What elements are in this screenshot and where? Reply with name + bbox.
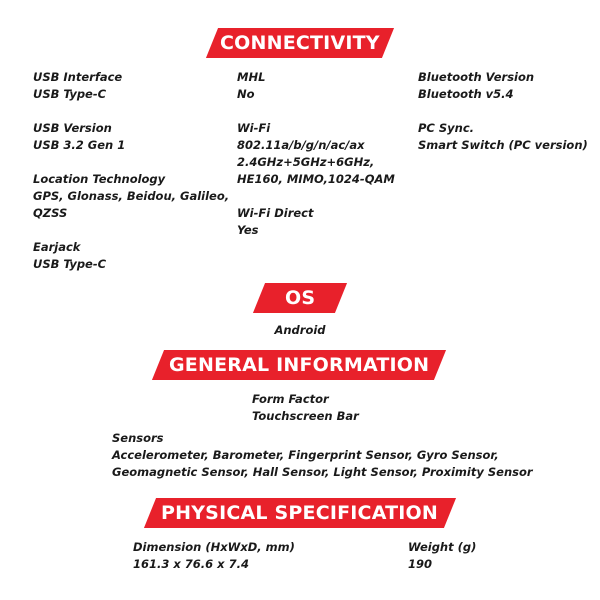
os-heading-banner xyxy=(253,283,347,313)
spec-earjack xyxy=(33,239,106,273)
spec-label: Sensors xyxy=(112,431,164,445)
spec-value: Smart Switch (PC version) xyxy=(418,138,588,152)
physical-heading-banner xyxy=(144,498,456,528)
spec-value: USB 3.2 Gen 1 xyxy=(33,138,126,152)
spec-form-factor xyxy=(252,391,359,425)
general-heading: GENERAL INFORMATION xyxy=(168,354,430,376)
spec-value: USB Type-C xyxy=(33,87,107,101)
connectivity-heading: CONNECTIVITY xyxy=(220,32,380,54)
spec-label: Dimension (HxWxD, mm) xyxy=(133,540,295,554)
spec-usb-version xyxy=(33,120,125,154)
spec-wifi xyxy=(237,120,395,188)
spec-value: 161.3 x 76.6 x 7.4 xyxy=(133,557,249,571)
spec-value: 190 xyxy=(408,557,433,571)
spec-label: PC Sync. xyxy=(418,121,475,135)
spec-label: Wi-Fi Direct xyxy=(237,206,314,220)
spec-weight xyxy=(408,539,476,573)
spec-label: Location Technology xyxy=(33,172,166,186)
spec-location-technology xyxy=(33,171,229,222)
general-heading-banner xyxy=(152,350,446,380)
spec-value: 802.11a/b/g/n/ac/ax xyxy=(237,138,365,152)
spec-usb-interface xyxy=(33,69,122,103)
spec-value: No xyxy=(237,87,255,101)
spec-value: Android xyxy=(274,323,326,337)
spec-value: Geomagnetic Sensor, Hall Sensor, Light Sensor, Proximity Sensor xyxy=(112,465,533,479)
spec-label: Earjack xyxy=(33,240,81,254)
spec-wifi-direct xyxy=(237,205,313,239)
spec-value: Yes xyxy=(237,223,259,237)
spec-value: QZSS xyxy=(33,206,68,220)
spec-value: Touchscreen Bar xyxy=(252,409,359,423)
spec-value: HE160, MIMO,1024-QAM xyxy=(237,172,395,186)
spec-label: USB Version xyxy=(33,121,112,135)
spec-label: USB Interface xyxy=(33,70,123,84)
spec-value: USB Type-C xyxy=(33,257,107,271)
spec-value: Accelerometer, Barometer, Fingerprint Sensor, Gyro Sensor, xyxy=(112,448,499,462)
spec-sensors xyxy=(112,430,533,481)
spec-label: Form Factor xyxy=(252,392,329,406)
spec-bluetooth-version xyxy=(418,69,534,103)
spec-label: Bluetooth Version xyxy=(418,70,535,84)
physical-heading: PHYSICAL SPECIFICATION xyxy=(161,502,439,524)
spec-pc-sync xyxy=(418,120,588,154)
spec-os-value xyxy=(0,322,600,339)
connectivity-heading-banner xyxy=(206,28,394,58)
spec-label: MHL xyxy=(237,70,266,84)
os-heading: OS xyxy=(284,287,316,309)
spec-value: GPS, Glonass, Beidou, Galileo, xyxy=(33,189,230,203)
spec-value: 2.4GHz+5GHz+6GHz, xyxy=(237,155,375,169)
spec-mhl xyxy=(237,69,265,103)
spec-value: Bluetooth v5.4 xyxy=(418,87,514,101)
spec-label: Wi-Fi xyxy=(237,121,271,135)
spec-dimension xyxy=(133,539,295,573)
spec-label: Weight (g) xyxy=(408,540,477,554)
